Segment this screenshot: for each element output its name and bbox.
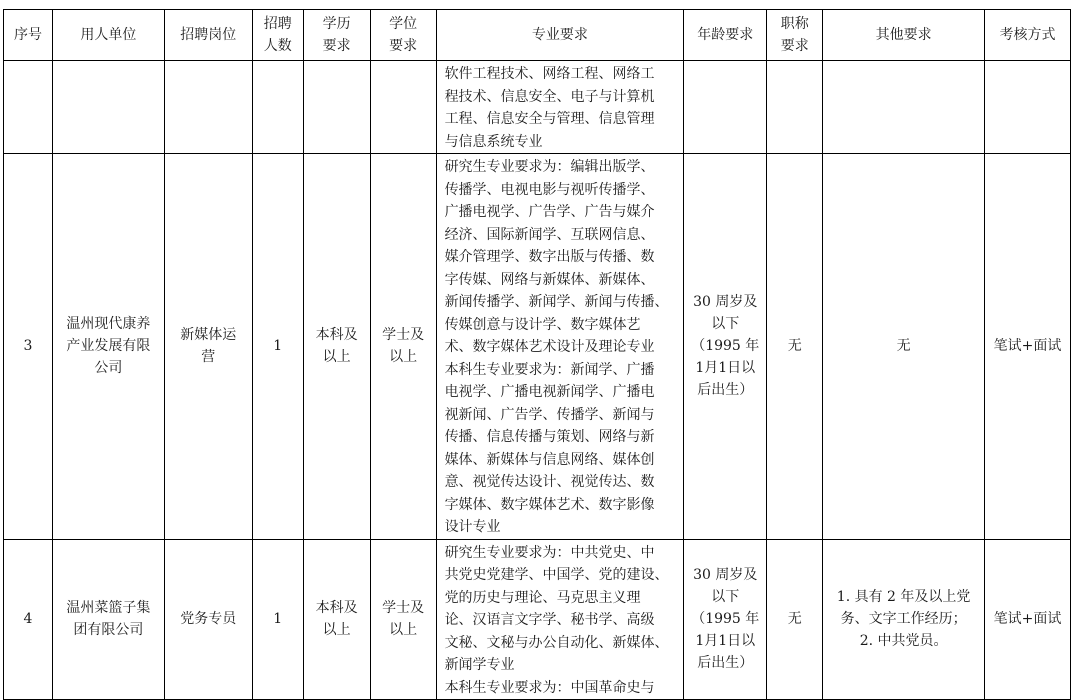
header-degree-line: 要求 [389, 38, 418, 54]
other-line: 1. 具有 2 年及以上党 [836, 589, 971, 606]
header-assessment: 考核方式 [985, 10, 1071, 61]
employer-line: 温州现代康养 [66, 316, 151, 333]
major-line: 文秘、文秘与办公自动化、新媒体、 [444, 634, 669, 651]
major-line: 本科生专业要求为：中国革命史与 [444, 679, 655, 696]
major-line: 广播电视学、广告学、广告与媒介 [444, 204, 655, 220]
cell-assessment: 笔试+面试 [985, 154, 1071, 540]
cell-title [767, 61, 823, 154]
major-line: 视新闻、广告学、传播学、新闻与 [444, 406, 655, 423]
major-line: 工程、信息安全与管理、信息管理 [444, 111, 655, 127]
major-line: 与信息系统专业 [444, 133, 543, 150]
header-count [252, 10, 303, 61]
cell-employer [52, 539, 164, 700]
header-row [4, 10, 1071, 61]
major-line: 意、视觉传达设计、视觉传达、数 [444, 474, 655, 490]
major-line: 共党史党建学、中国学、党的建设、 [444, 567, 669, 583]
cell-position [164, 61, 252, 154]
major-line: 新闻传播学、新闻学、新闻与传播、 [444, 294, 669, 310]
major-line: 设计专业 [444, 519, 501, 535]
education-line: 以上 [322, 349, 351, 366]
cell-degree [370, 539, 436, 700]
cell-title: 无 [767, 154, 823, 540]
table-row [4, 539, 1071, 700]
major-line: 研究生专业要求为：中共党史、中 [444, 544, 655, 561]
major-line: 本科生专业要求为：新闻学、广播 [444, 361, 655, 378]
header-count-line: 人数 [263, 38, 292, 54]
education-line: 以上 [322, 622, 351, 639]
cell-assessment [985, 61, 1071, 154]
cell-count: 1 [252, 539, 303, 700]
major-line: 媒体、新媒体与信息网络、媒体创 [444, 451, 655, 468]
cell-degree [370, 61, 436, 154]
header-title-line: 职称 [780, 16, 809, 32]
major-line: 传播学、电视电影与视听传播学、 [444, 181, 655, 198]
major-line: 字传媒、网络与新媒体、新媒体、 [444, 271, 655, 288]
major-line: 字媒体、数字媒体艺术、数字影像 [444, 496, 655, 513]
degree-line: 以上 [389, 622, 418, 639]
major-line: 研究生专业要求为：编辑出版学、 [444, 159, 655, 175]
cell-age [684, 154, 767, 540]
major-line: 软件工程技术、网络工程、网络工 [444, 66, 655, 82]
header-count-line: 招聘 [263, 16, 292, 32]
age-line: 1月1日以 [695, 633, 756, 650]
header-other: 其他要求 [823, 10, 985, 61]
cell-title: 无 [767, 539, 823, 700]
age-line: 1月1日以 [695, 360, 756, 377]
cell-assessment: 笔试+面试 [985, 539, 1071, 700]
position-line: 营 [201, 349, 216, 366]
header-education-line: 要求 [322, 38, 351, 54]
cell-age [684, 61, 767, 154]
age-line: （1995 年 [691, 338, 760, 355]
employer-line: 温州菜篮子集 [66, 600, 151, 617]
age-line: 30 周岁及 [693, 567, 758, 584]
age-line: （1995 年 [691, 611, 760, 628]
cell-major [436, 154, 684, 540]
position-line: 党务专员 [180, 611, 237, 628]
cell-other [823, 154, 985, 540]
header-age: 年龄要求 [684, 10, 767, 61]
age-line: 后出生） [697, 382, 754, 399]
major-line: 党的历史与理论、马克思主义理 [444, 589, 641, 606]
cell-employer [52, 61, 164, 154]
major-line: 论、汉语言文字学、秘书学、高级 [444, 612, 655, 628]
degree-line: 以上 [389, 349, 418, 366]
age-line: 30 周岁及 [693, 294, 758, 311]
education-line: 本科及 [315, 327, 358, 344]
age-line: 以下 [711, 589, 740, 606]
cell-no: 4 [4, 539, 53, 700]
cell-position [164, 154, 252, 540]
header-title [767, 10, 823, 61]
cell-education [303, 539, 370, 700]
cell-degree [370, 154, 436, 540]
header-education-line: 学历 [322, 16, 351, 32]
recruitment-table [3, 9, 1071, 700]
employer-line: 公司 [94, 360, 123, 377]
major-line: 电视学、广播电视新闻学、广播电 [444, 384, 655, 400]
cell-major [436, 61, 684, 154]
cell-no: 3 [4, 154, 53, 540]
cell-other [823, 539, 985, 700]
major-line: 新闻学专业 [444, 657, 515, 673]
other-line: 2. 中共党员。 [859, 633, 948, 650]
header-position: 招聘岗位 [164, 10, 252, 61]
cell-major [436, 539, 684, 700]
age-line: 后出生） [697, 655, 754, 672]
cell-count [252, 61, 303, 154]
cell-count: 1 [252, 154, 303, 540]
major-line: 传播、信息传播与策划、网络与新 [444, 429, 655, 445]
education-line: 本科及 [315, 600, 358, 617]
major-line: 术、数字媒体艺术设计及理论专业 [444, 339, 655, 355]
cell-other [823, 61, 985, 154]
header-degree-line: 学位 [389, 16, 418, 32]
major-line: 程技术、信息安全、电子与计算机 [444, 88, 655, 105]
header-no: 序号 [4, 10, 53, 61]
cell-age [684, 539, 767, 700]
cell-education [303, 61, 370, 154]
employer-line: 产业发展有限 [66, 338, 151, 355]
degree-line: 学士及 [382, 327, 425, 344]
cell-no [4, 61, 53, 154]
table-row [4, 154, 1071, 540]
header-degree [370, 10, 436, 61]
degree-line: 学士及 [382, 600, 425, 617]
major-line: 传媒创意与设计学、数字媒体艺 [444, 316, 641, 333]
age-line: 以下 [711, 316, 740, 333]
other-line: 无 [896, 338, 911, 355]
header-major: 专业要求 [436, 10, 684, 61]
header-education [303, 10, 370, 61]
position-line: 新媒体运 [180, 327, 237, 344]
cell-employer [52, 154, 164, 540]
employer-line: 团有限公司 [73, 622, 144, 639]
major-line: 经济、国际新闻学、互联网信息、 [444, 226, 655, 243]
table-row [4, 61, 1071, 154]
cell-position [164, 539, 252, 700]
header-title-line: 要求 [780, 38, 809, 54]
cell-education [303, 154, 370, 540]
header-employer: 用人单位 [52, 10, 164, 61]
major-line: 媒介管理学、数字出版与传播、数 [444, 249, 655, 265]
other-line: 务、文字工作经历； [840, 611, 967, 628]
